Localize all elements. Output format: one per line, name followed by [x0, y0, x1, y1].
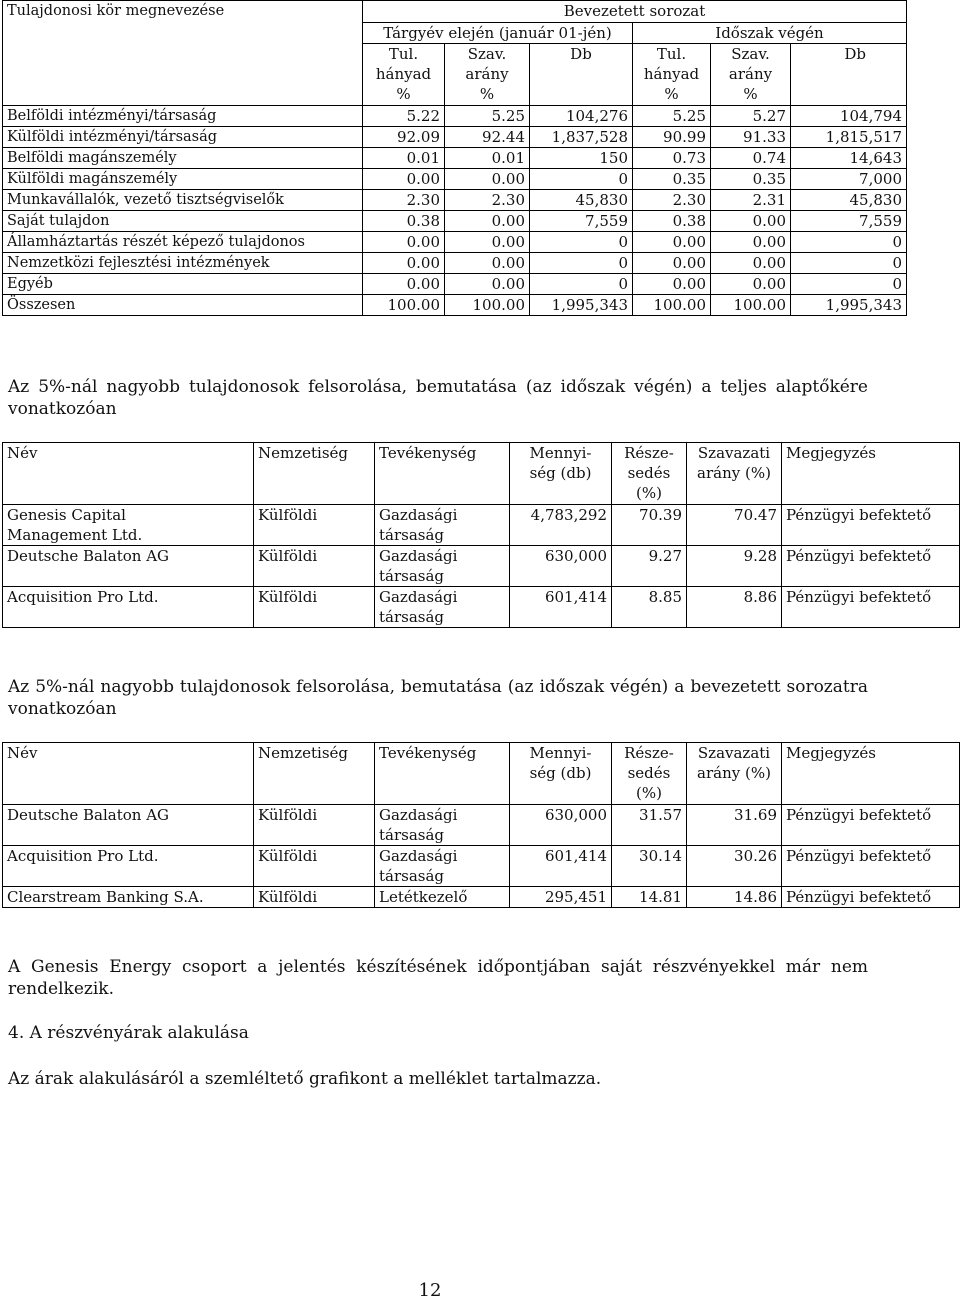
- owner-note: Pénzügyi befektető: [782, 805, 960, 846]
- owner-name: Acquisition Pro Ltd.: [3, 846, 254, 887]
- owner-category-label: Államháztartás részét képező tulajdonos: [3, 232, 363, 253]
- table-cell: 0.00: [363, 169, 445, 190]
- table-cell: 0.00: [633, 253, 711, 274]
- header-activity: Tevékenység: [375, 443, 510, 505]
- owner-quantity: 630,000: [510, 546, 612, 587]
- table-cell: 0.73: [633, 148, 711, 169]
- header-note: Megjegyzés: [782, 443, 960, 505]
- col-db-end: Db: [791, 44, 907, 106]
- table-cell: 1,995,343: [530, 295, 633, 316]
- table-row: [3, 127, 907, 148]
- col-tul-end: Tul. hányad %: [633, 44, 711, 106]
- table-cell: 0: [530, 274, 633, 295]
- major-owners-series-table: [2, 742, 960, 908]
- header-share: Része- sedés (%): [612, 443, 687, 505]
- table-row: [3, 211, 907, 232]
- ownership-structure-table: [2, 0, 907, 316]
- table-cell: 1,815,517: [791, 127, 907, 148]
- owner-category-label: Munkavállalók, vezető tisztségviselők: [3, 190, 363, 211]
- series-header: Bevezetett sorozat: [363, 1, 907, 23]
- own-shares-statement: A Genesis Energy csoport a jelentés készítésének időpontjában saját részvényekkel már nem rendelkezik.: [8, 957, 868, 999]
- header-note: Megjegyzés: [782, 743, 960, 805]
- owner-share: 8.85: [612, 587, 687, 628]
- owner-name: Acquisition Pro Ltd.: [3, 587, 254, 628]
- table-row: [3, 846, 960, 887]
- owner-share: 14.81: [612, 887, 687, 908]
- owner-activity: Gazdasági társaság: [375, 846, 510, 887]
- owner-voting-rights: 70.47: [687, 505, 782, 546]
- owner-category-label: Nemzetközi fejlesztési intézmények: [3, 253, 363, 274]
- table-cell: 5.22: [363, 106, 445, 127]
- table-cell: 0.00: [445, 169, 530, 190]
- table-cell: 0.00: [711, 274, 791, 295]
- table-cell: 0: [530, 169, 633, 190]
- table-cell: 7,559: [530, 211, 633, 232]
- table-cell: 0.35: [633, 169, 711, 190]
- table-cell: 0.38: [633, 211, 711, 232]
- owner-share: 9.27: [612, 546, 687, 587]
- owner-quantity: 601,414: [510, 587, 612, 628]
- header-quantity: Mennyi- ség (db): [510, 743, 612, 805]
- table-cell: 150: [530, 148, 633, 169]
- header-nationality: Nemzetiség: [254, 743, 375, 805]
- owner-activity: Gazdasági társaság: [375, 546, 510, 587]
- section-intro-listed-series: Az 5%-nál nagyobb tulajdonosok felsorolása, bemutatása (az időszak végén) a bevezetett sorozatra vonatkozóan: [8, 677, 868, 719]
- table-cell: 0.00: [711, 232, 791, 253]
- table-cell: 45,830: [791, 190, 907, 211]
- header-name: Név: [3, 443, 254, 505]
- owner-voting-rights: 30.26: [687, 846, 782, 887]
- table-cell: 0.00: [445, 211, 530, 232]
- table-cell: 45,830: [530, 190, 633, 211]
- owner-voting-rights: 8.86: [687, 587, 782, 628]
- major-owners-total-table: [2, 442, 960, 628]
- owner-category-label: Saját tulajdon: [3, 211, 363, 232]
- col-tul-start: Tul. hányad %: [363, 44, 445, 106]
- header-share: Része- sedés (%): [612, 743, 687, 805]
- owner-quantity: 601,414: [510, 846, 612, 887]
- col-szav-start: Szav. arány %: [445, 44, 530, 106]
- header-activity: Tevékenység: [375, 743, 510, 805]
- table-cell: 0.00: [711, 253, 791, 274]
- owner-category-label: Összesen: [3, 295, 363, 316]
- table-cell: 0.00: [445, 253, 530, 274]
- owner-note: Pénzügyi befektető: [782, 505, 960, 546]
- table-cell: 0: [791, 232, 907, 253]
- table-row: [3, 169, 907, 190]
- owner-voting-rights: 31.69: [687, 805, 782, 846]
- table-cell: 0.38: [363, 211, 445, 232]
- table-cell: 0: [791, 253, 907, 274]
- table-cell: 0: [530, 253, 633, 274]
- table-row: [3, 295, 907, 316]
- table-cell: 91.33: [711, 127, 791, 148]
- table-cell: 0.00: [633, 274, 711, 295]
- owner-quantity: 630,000: [510, 805, 612, 846]
- table-cell: 100.00: [711, 295, 791, 316]
- table-header-row: [3, 443, 960, 505]
- owner-name: Genesis Capital Management Ltd.: [3, 505, 254, 546]
- table-header-row: [3, 743, 960, 805]
- page-number: 12: [418, 1280, 442, 1301]
- table-cell: 2.30: [363, 190, 445, 211]
- owner-category-label: Külföldi intézményi/társaság: [3, 127, 363, 148]
- owner-nationality: Külföldi: [254, 546, 375, 587]
- table-cell: 92.44: [445, 127, 530, 148]
- owner-category-label: Belföldi intézményi/társaság: [3, 106, 363, 127]
- table-row: [3, 148, 907, 169]
- owner-category-label: Egyéb: [3, 274, 363, 295]
- owner-name: Deutsche Balaton AG: [3, 805, 254, 846]
- owner-activity: Gazdasági társaság: [375, 505, 510, 546]
- table-cell: 2.30: [445, 190, 530, 211]
- owner-name: Deutsche Balaton AG: [3, 546, 254, 587]
- owner-category-label: Külföldi magánszemély: [3, 169, 363, 190]
- table-cell: 0.00: [363, 232, 445, 253]
- table-cell: 7,000: [791, 169, 907, 190]
- owner-note: Pénzügyi befektető: [782, 546, 960, 587]
- owner-note: Pénzügyi befektető: [782, 587, 960, 628]
- owner-category-label: Belföldi magánszemély: [3, 148, 363, 169]
- owner-category-header: Tulajdonosi kör megnevezése: [3, 1, 363, 106]
- table-cell: 0.00: [363, 274, 445, 295]
- table-row: [3, 232, 907, 253]
- table-cell: 0: [791, 274, 907, 295]
- col-szav-end: Szav. arány %: [711, 44, 791, 106]
- table-cell: 104,794: [791, 106, 907, 127]
- owner-note: Pénzügyi befektető: [782, 846, 960, 887]
- closing-note: Az árak alakulásáról a szemléltető grafikont a melléklet tartalmazza.: [8, 1069, 602, 1089]
- owner-voting-rights: 14.86: [687, 887, 782, 908]
- table-cell: 0.00: [633, 232, 711, 253]
- table-cell: 0.01: [363, 148, 445, 169]
- owner-note: Pénzügyi befektető: [782, 887, 960, 908]
- table-row: [3, 253, 907, 274]
- table-cell: 2.31: [711, 190, 791, 211]
- table-cell: 0.35: [711, 169, 791, 190]
- owner-quantity: 295,451: [510, 887, 612, 908]
- col-db-start: Db: [530, 44, 633, 106]
- period-start-header: Tárgyév elején (január 01-jén): [363, 23, 633, 44]
- table-cell: 0.00: [445, 274, 530, 295]
- table-row: [3, 505, 960, 546]
- table-cell: 100.00: [363, 295, 445, 316]
- owner-activity: Gazdasági társaság: [375, 805, 510, 846]
- table-cell: 0.00: [711, 211, 791, 232]
- table-cell: 0.00: [363, 253, 445, 274]
- table-row: [3, 190, 907, 211]
- table-cell: 0.01: [445, 148, 530, 169]
- table-cell: 100.00: [633, 295, 711, 316]
- owner-nationality: Külföldi: [254, 846, 375, 887]
- table-row: [3, 887, 960, 908]
- period-end-header: Időszak végén: [633, 23, 907, 44]
- owner-activity: Gazdasági társaság: [375, 587, 510, 628]
- table-cell: 5.25: [633, 106, 711, 127]
- table-row: [3, 274, 907, 295]
- table-cell: 1,837,528: [530, 127, 633, 148]
- table-cell: 104,276: [530, 106, 633, 127]
- table-row: [3, 106, 907, 127]
- table-cell: 14,643: [791, 148, 907, 169]
- table-cell: 0.74: [711, 148, 791, 169]
- owner-nationality: Külföldi: [254, 587, 375, 628]
- owner-activity: Letétkezelő: [375, 887, 510, 908]
- table-cell: 2.30: [633, 190, 711, 211]
- table-row: [3, 805, 960, 846]
- header-voting-rights: Szavazati arány (%): [687, 443, 782, 505]
- header-nationality: Nemzetiség: [254, 443, 375, 505]
- table-cell: 92.09: [363, 127, 445, 148]
- section-heading-share-prices: 4. A részvényárak alakulása: [8, 1023, 249, 1043]
- table-cell: 7,559: [791, 211, 907, 232]
- owner-share: 70.39: [612, 505, 687, 546]
- owner-nationality: Külföldi: [254, 505, 375, 546]
- header-voting-rights: Szavazati arány (%): [687, 743, 782, 805]
- owner-share: 30.14: [612, 846, 687, 887]
- table-cell: 1,995,343: [791, 295, 907, 316]
- table-cell: 0.00: [445, 232, 530, 253]
- owner-quantity: 4,783,292: [510, 505, 612, 546]
- owner-voting-rights: 9.28: [687, 546, 782, 587]
- owner-nationality: Külföldi: [254, 805, 375, 846]
- header-quantity: Mennyi- ség (db): [510, 443, 612, 505]
- owner-share: 31.57: [612, 805, 687, 846]
- table-cell: 90.99: [633, 127, 711, 148]
- table-cell: 5.25: [445, 106, 530, 127]
- owner-name: Clearstream Banking S.A.: [3, 887, 254, 908]
- section-intro-total-capital: Az 5%-nál nagyobb tulajdonosok felsorolása, bemutatása (az időszak végén) a teljes alaptőkére vonatkozóan: [8, 377, 868, 419]
- table-row: [3, 587, 960, 628]
- header-name: Név: [3, 743, 254, 805]
- table-row: [3, 546, 960, 587]
- table-cell: 100.00: [445, 295, 530, 316]
- table-cell: 5.27: [711, 106, 791, 127]
- owner-nationality: Külföldi: [254, 887, 375, 908]
- table-cell: 0: [530, 232, 633, 253]
